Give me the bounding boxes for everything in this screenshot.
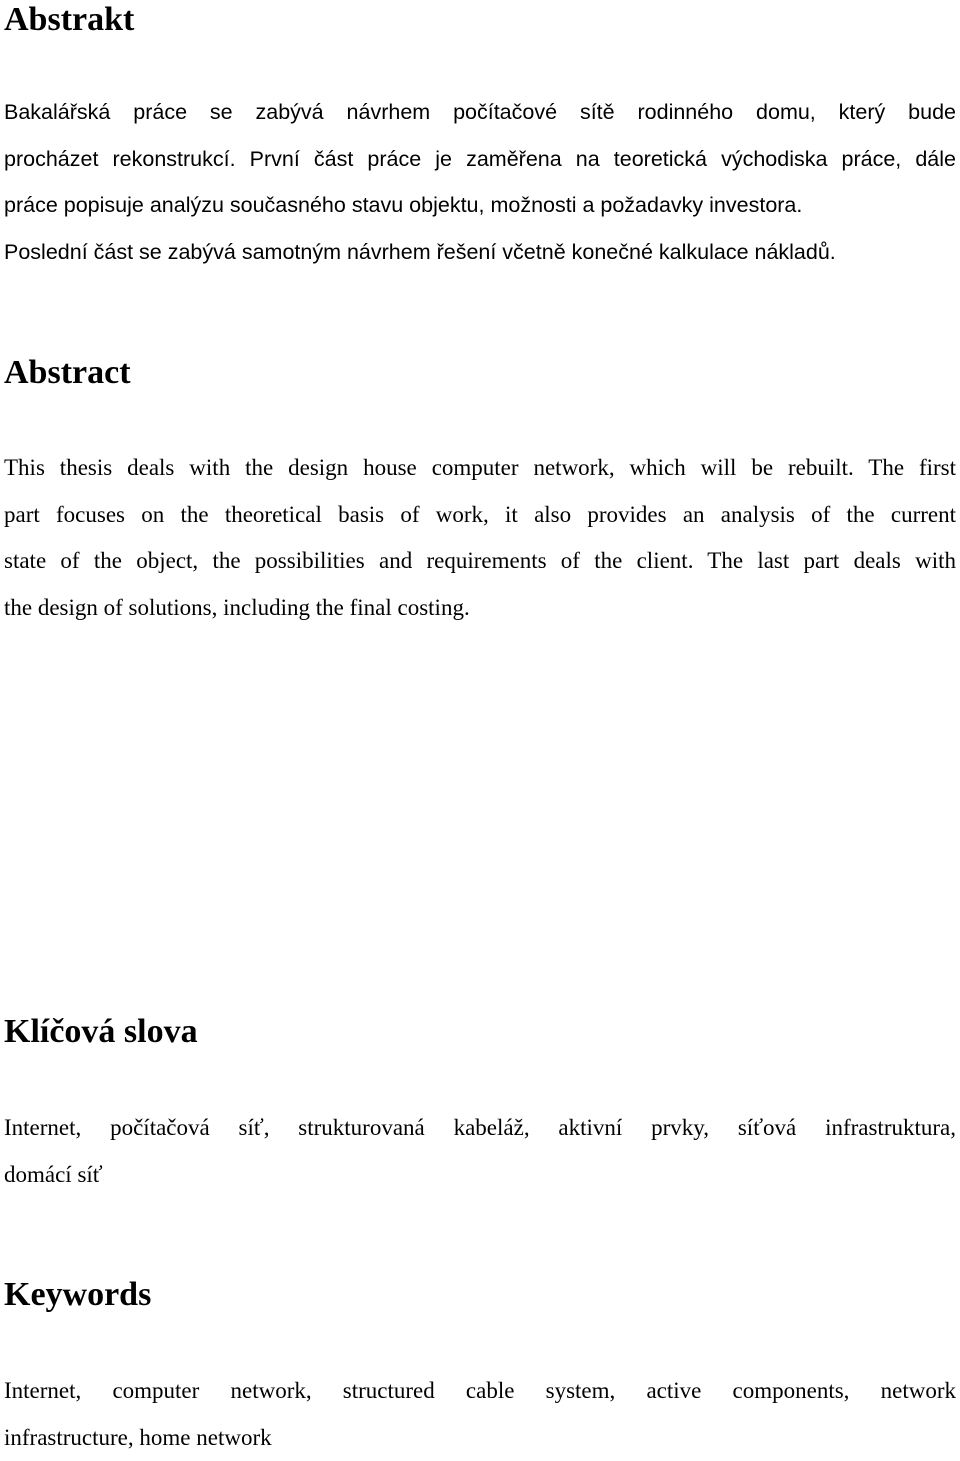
klicova-slova-heading: Klíčová slova bbox=[4, 1012, 198, 1052]
klicova-slova-line-1: Internet, počítačová síť, strukturovaná kabeláž, aktivní prvky, síťová infrastruktura, bbox=[4, 1105, 956, 1152]
abstrakt-line-3: práce popisuje analýzu současného stavu objektu, možnosti a požadavky investora. bbox=[4, 182, 956, 229]
keywords-line-1: Internet, computer network, structured cable system, active components, network bbox=[4, 1368, 956, 1415]
keywords-line-2: infrastructure, home network bbox=[4, 1415, 956, 1461]
klicova-slova-paragraph bbox=[4, 1105, 956, 1198]
abstrakt-paragraph bbox=[4, 89, 956, 275]
abstract-line-4: the design of solutions, including the final costing. bbox=[4, 585, 956, 632]
abstract-paragraph bbox=[4, 445, 956, 631]
abstract-line-1: This thesis deals with the design house computer network, which will be rebuilt. The first bbox=[4, 445, 956, 492]
abstrakt-heading: Abstrakt bbox=[4, 0, 134, 40]
abstract-heading: Abstract bbox=[4, 353, 131, 393]
keywords-heading: Keywords bbox=[4, 1275, 151, 1315]
abstract-line-2: part focuses on the theoretical basis of work, it also provides an analysis of the current bbox=[4, 492, 956, 539]
abstrakt-line-4: Poslední část se zabývá samotným návrhem řešení včetně konečné kalkulace nákladů. bbox=[4, 229, 956, 276]
keywords-paragraph bbox=[4, 1368, 956, 1461]
klicova-slova-line-2: domácí síť bbox=[4, 1152, 956, 1199]
abstrakt-line-2: procházet rekonstrukcí. První část práce je zaměřena na teoretická východiska práce, dále bbox=[4, 136, 956, 183]
abstract-line-3: state of the object, the possibilities and requirements of the client. The last part deals with bbox=[4, 538, 956, 585]
abstrakt-line-1: Bakalářská práce se zabývá návrhem počítačové sítě rodinného domu, který bude bbox=[4, 89, 956, 136]
